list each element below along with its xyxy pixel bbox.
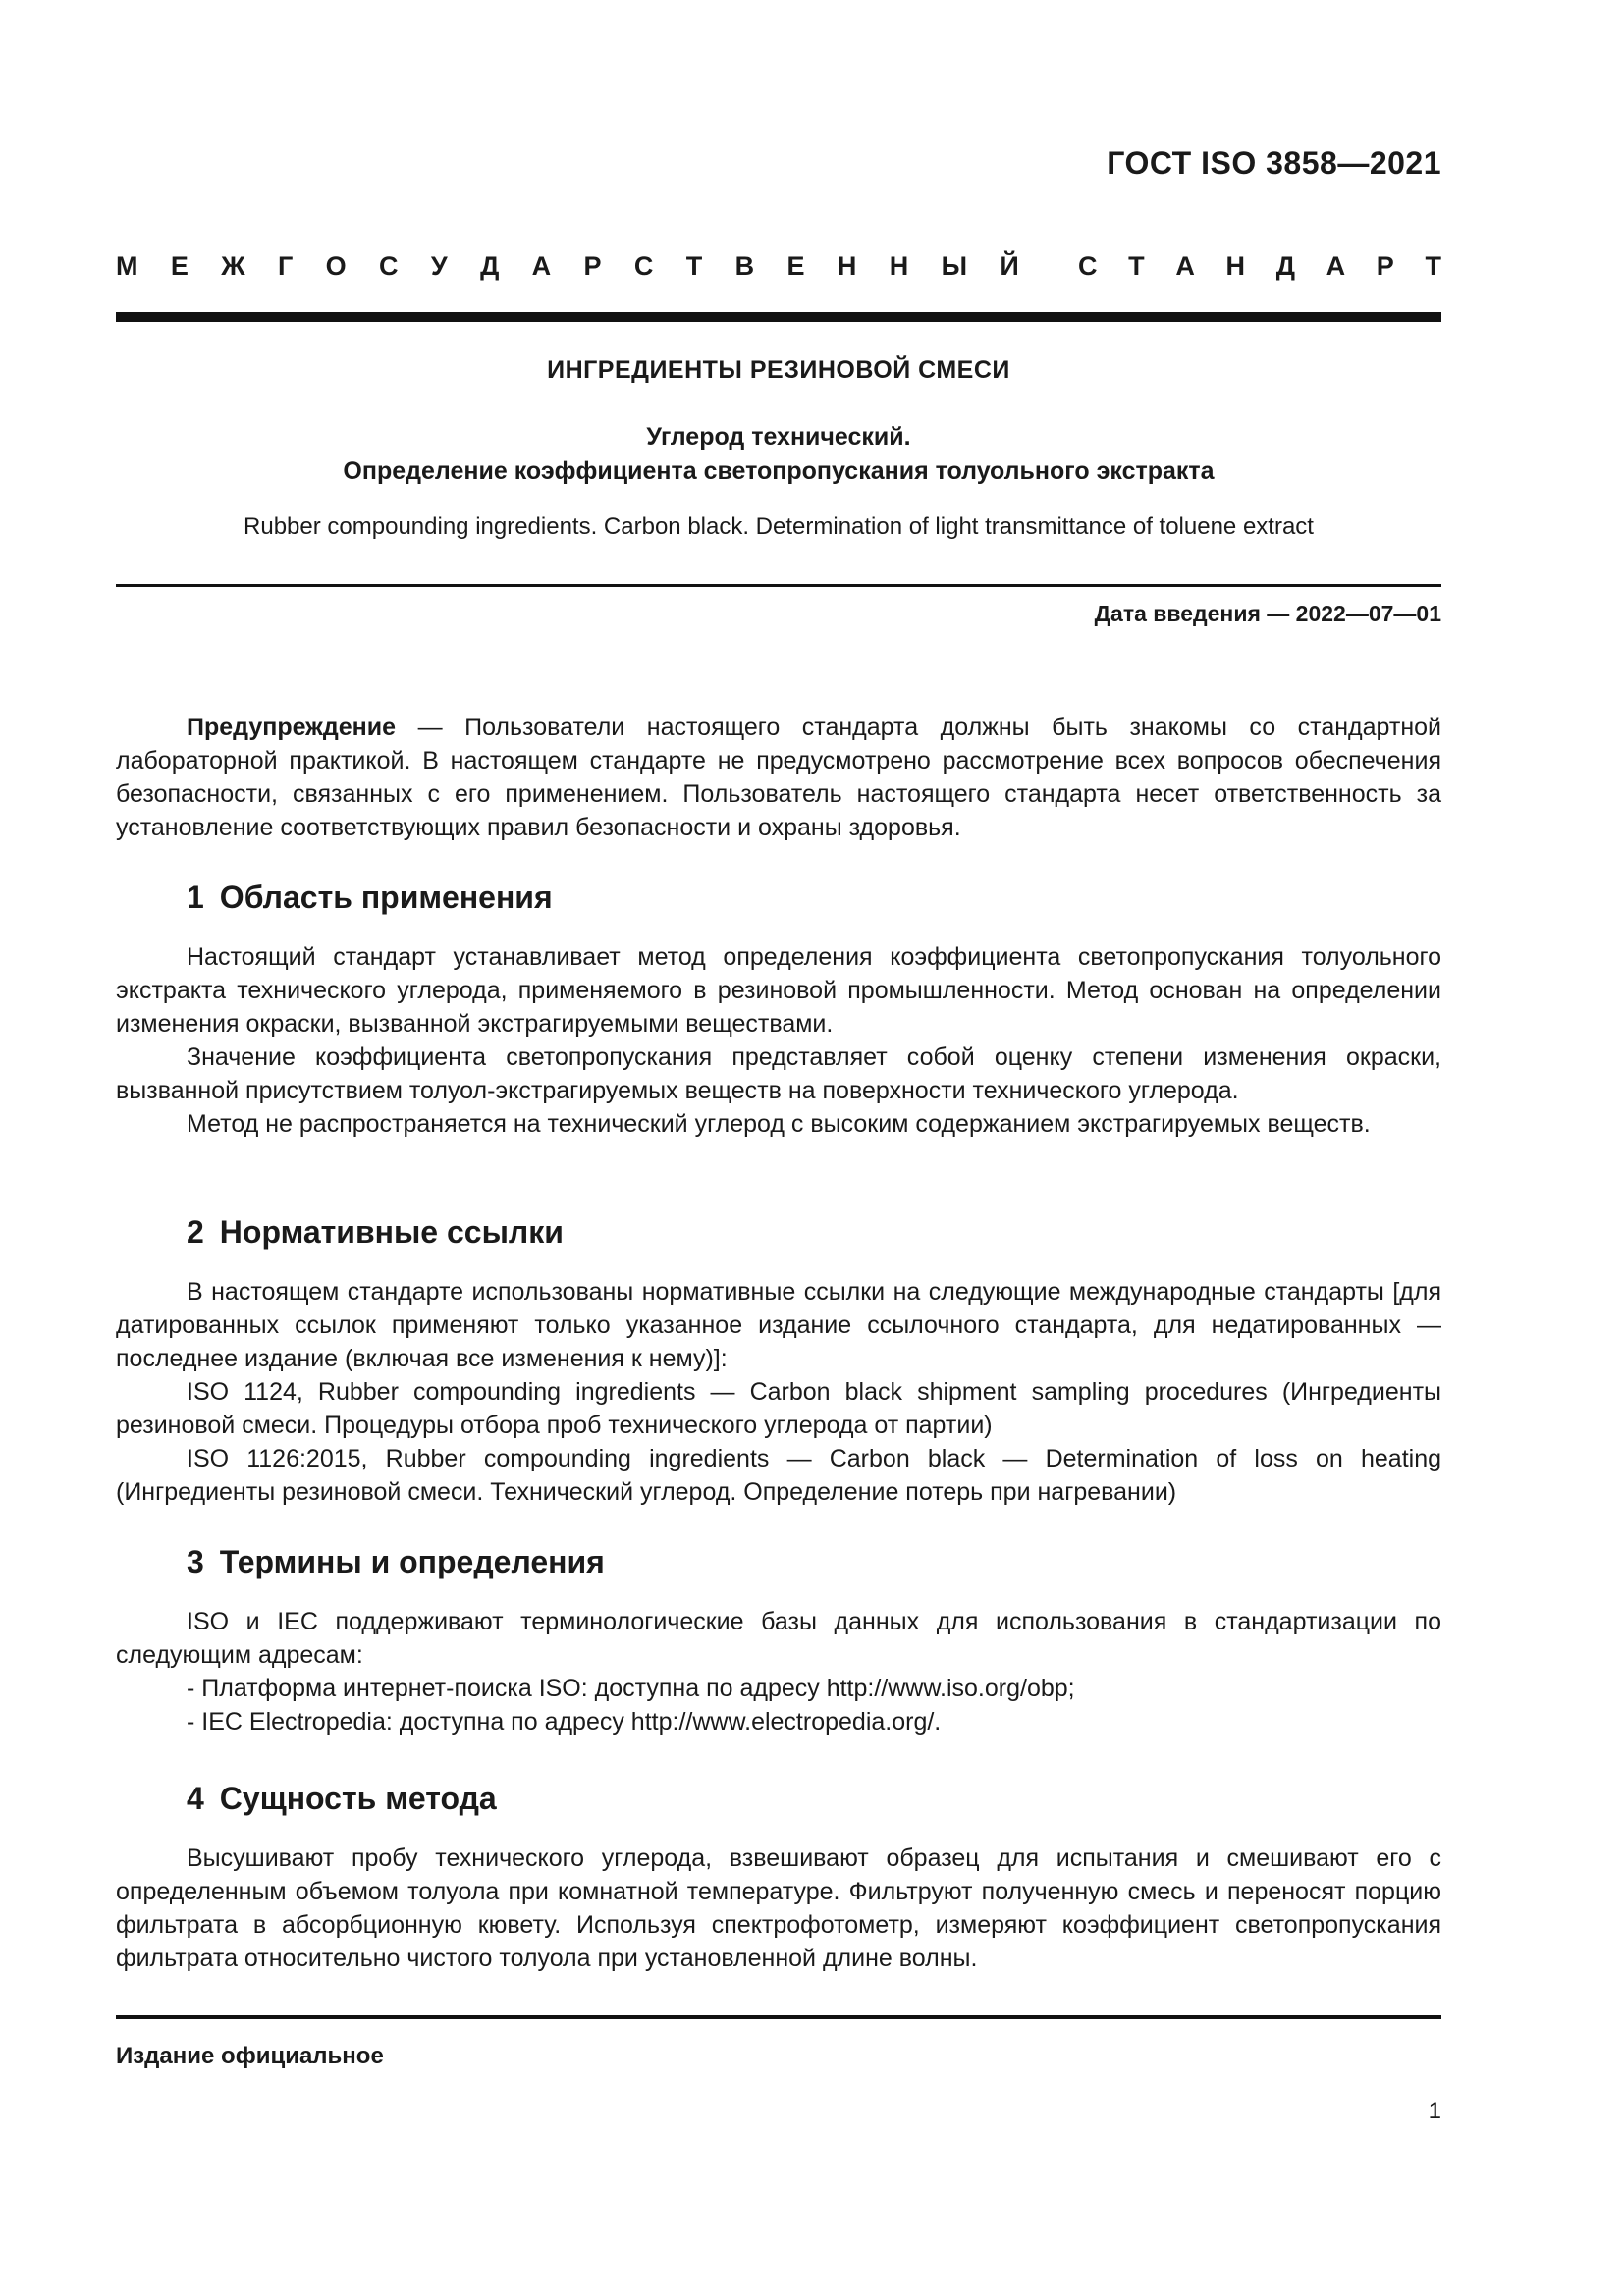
section-2-heading <box>187 1214 564 1251</box>
banner-letter: Ы <box>941 251 968 281</box>
subtitle-line-1: Углерод технический. <box>646 423 911 451</box>
banner-letter: С <box>379 251 399 281</box>
reference-iso-1126: ISO 1126:2015, Rubber compounding ingredients — Carbon black — Determination of loss on heating (Ингредиенты резиновой смеси. Технический углерод. Определение потерь при нагревании) <box>116 1445 1441 1506</box>
banner-letter: Т <box>1128 251 1145 281</box>
banner-letter: Д <box>1275 251 1295 281</box>
section-title: Нормативные ссылки <box>219 1214 564 1250</box>
banner-word-interstate <box>116 251 1019 282</box>
banner-letter: М <box>116 251 138 281</box>
reference-iso-1124: ISO 1124, Rubber compounding ingredients — Carbon black shipment sampling procedures (Ингредиенты резиновой смеси. Процедуры отбора проб технического углерода от партии) <box>116 1378 1441 1439</box>
warning-label: Предупреждение <box>187 714 397 741</box>
document-title: ИНГРЕДИЕНТЫ РЕЗИНОВОЙ СМЕСИ <box>547 356 1010 384</box>
section-number: 2 <box>187 1214 204 1250</box>
banner-letter: Н <box>1225 251 1246 281</box>
subtitle-line-2: Определение коэффициента светопропускания толуольного экстракта <box>343 457 1215 485</box>
paragraph: В настоящем стандарте использованы нормативные ссылки на следующие международные стандарты [для датированных ссылок применяют только указанное издание ссылочного стандарта, для недатированных — последнее издание (включая все изменения к нему)]: <box>116 1278 1441 1372</box>
official-edition-label: Издание официальное <box>116 2043 384 2069</box>
page-number: 1 <box>1428 2098 1441 2124</box>
section-number: 1 <box>187 880 204 915</box>
paragraph: Настоящий стандарт устанавливает метод определения коэффициента светопропускания толуольного экстракта технического углерода, применяемого в резиновой промышленности. Метод основан на определении изменения окраски, вызванной экстрагируемыми веществами. <box>116 943 1441 1038</box>
section-3-heading <box>187 1544 605 1580</box>
banner-letter: Н <box>837 251 857 281</box>
list-item: - IEC Electropedia: доступна по адресу http://www.electropedia.org/. <box>187 1708 942 1735</box>
banner-letter: Й <box>1000 251 1019 281</box>
section-4-body <box>116 1842 1441 1975</box>
header-divider <box>116 312 1441 322</box>
section-number: 3 <box>187 1544 204 1579</box>
interstate-standard-banner <box>116 251 1441 282</box>
warning-body: — Пользователи настоящего стандарта должны быть знакомы со стандартной лабораторной практикой. В настоящем стандарте не предусмотрено рассмотрение всех вопросов обеспечения безопасности, связанных с его применением. Пользователь настоящего стандарта несет ответственность за установление соответствующих правил безопасности и охраны здоровья. <box>116 714 1441 841</box>
section-1-heading <box>187 880 553 916</box>
banner-letter: С <box>633 251 654 281</box>
banner-letter: Г <box>278 251 294 281</box>
footer-divider <box>116 2015 1441 2019</box>
section-4-heading <box>187 1781 497 1817</box>
banner-letter: О <box>325 251 347 281</box>
date-of-introduction: Дата введения — 2022—07—01 <box>1094 601 1441 626</box>
banner-letter: Е <box>786 251 805 281</box>
paragraph: ISO и IEC поддерживают терминологические базы данных для использования в стандартизации по следующим адресам: <box>116 1608 1441 1669</box>
banner-letter: С <box>1078 251 1098 281</box>
banner-letter: Н <box>889 251 909 281</box>
section-number: 4 <box>187 1781 204 1816</box>
standard-id: ГОСТ ISO 3858—2021 <box>1107 145 1441 181</box>
paragraph: Метод не распространяется на технический углерод с высоким содержанием экстрагируемых веществ. <box>187 1110 1371 1138</box>
title-divider <box>116 584 1441 587</box>
english-title: Rubber compounding ingredients. Carbon black. Determination of light transmittance of toluene extract <box>244 513 1314 540</box>
section-3-body <box>116 1605 1441 1738</box>
section-title: Область применения <box>219 880 553 915</box>
paragraph: Значение коэффициента светопропускания представляет собой оценку степени изменения окраски, вызванной присутствием толуол-экстрагируемых веществ на поверхности технического углерода. <box>116 1043 1441 1104</box>
section-2-body <box>116 1275 1441 1509</box>
banner-letter: Т <box>685 251 703 281</box>
section-title: Сущность метода <box>219 1781 497 1816</box>
section-title: Термины и определения <box>219 1544 605 1579</box>
banner-letter: В <box>734 251 755 281</box>
banner-letter: Р <box>583 251 602 281</box>
banner-letter: Р <box>1376 251 1394 281</box>
banner-letter: А <box>531 251 552 281</box>
banner-letter: Е <box>170 251 189 281</box>
section-1-body <box>116 940 1441 1141</box>
banner-letter: А <box>1175 251 1195 281</box>
banner-word-standard <box>1078 251 1441 282</box>
warning-paragraph <box>116 711 1441 844</box>
banner-letter: Д <box>480 251 500 281</box>
banner-letter: А <box>1326 251 1346 281</box>
banner-letter: У <box>430 251 448 281</box>
warning-text <box>116 711 1441 844</box>
banner-letter: Ж <box>221 251 245 281</box>
banner-letter: Т <box>1425 251 1441 281</box>
document-subtitle <box>116 420 1441 489</box>
paragraph: Высушивают пробу технического углерода, взвешивают образец для испытания и смешивают его с определенным объемом толуола при комнатной температуре. Фильтруют полученную смесь и переносят порцию фильтрата в абсорбционную кювету. Используя спектрофотометр, измеряют коэффициент светопропускания фильтрата относительно чистого толуола при установленной длине волны. <box>116 1844 1441 1972</box>
list-item: - Платформа интернет-поиска ISO: доступна по адресу http://www.iso.org/obp; <box>187 1675 1075 1702</box>
